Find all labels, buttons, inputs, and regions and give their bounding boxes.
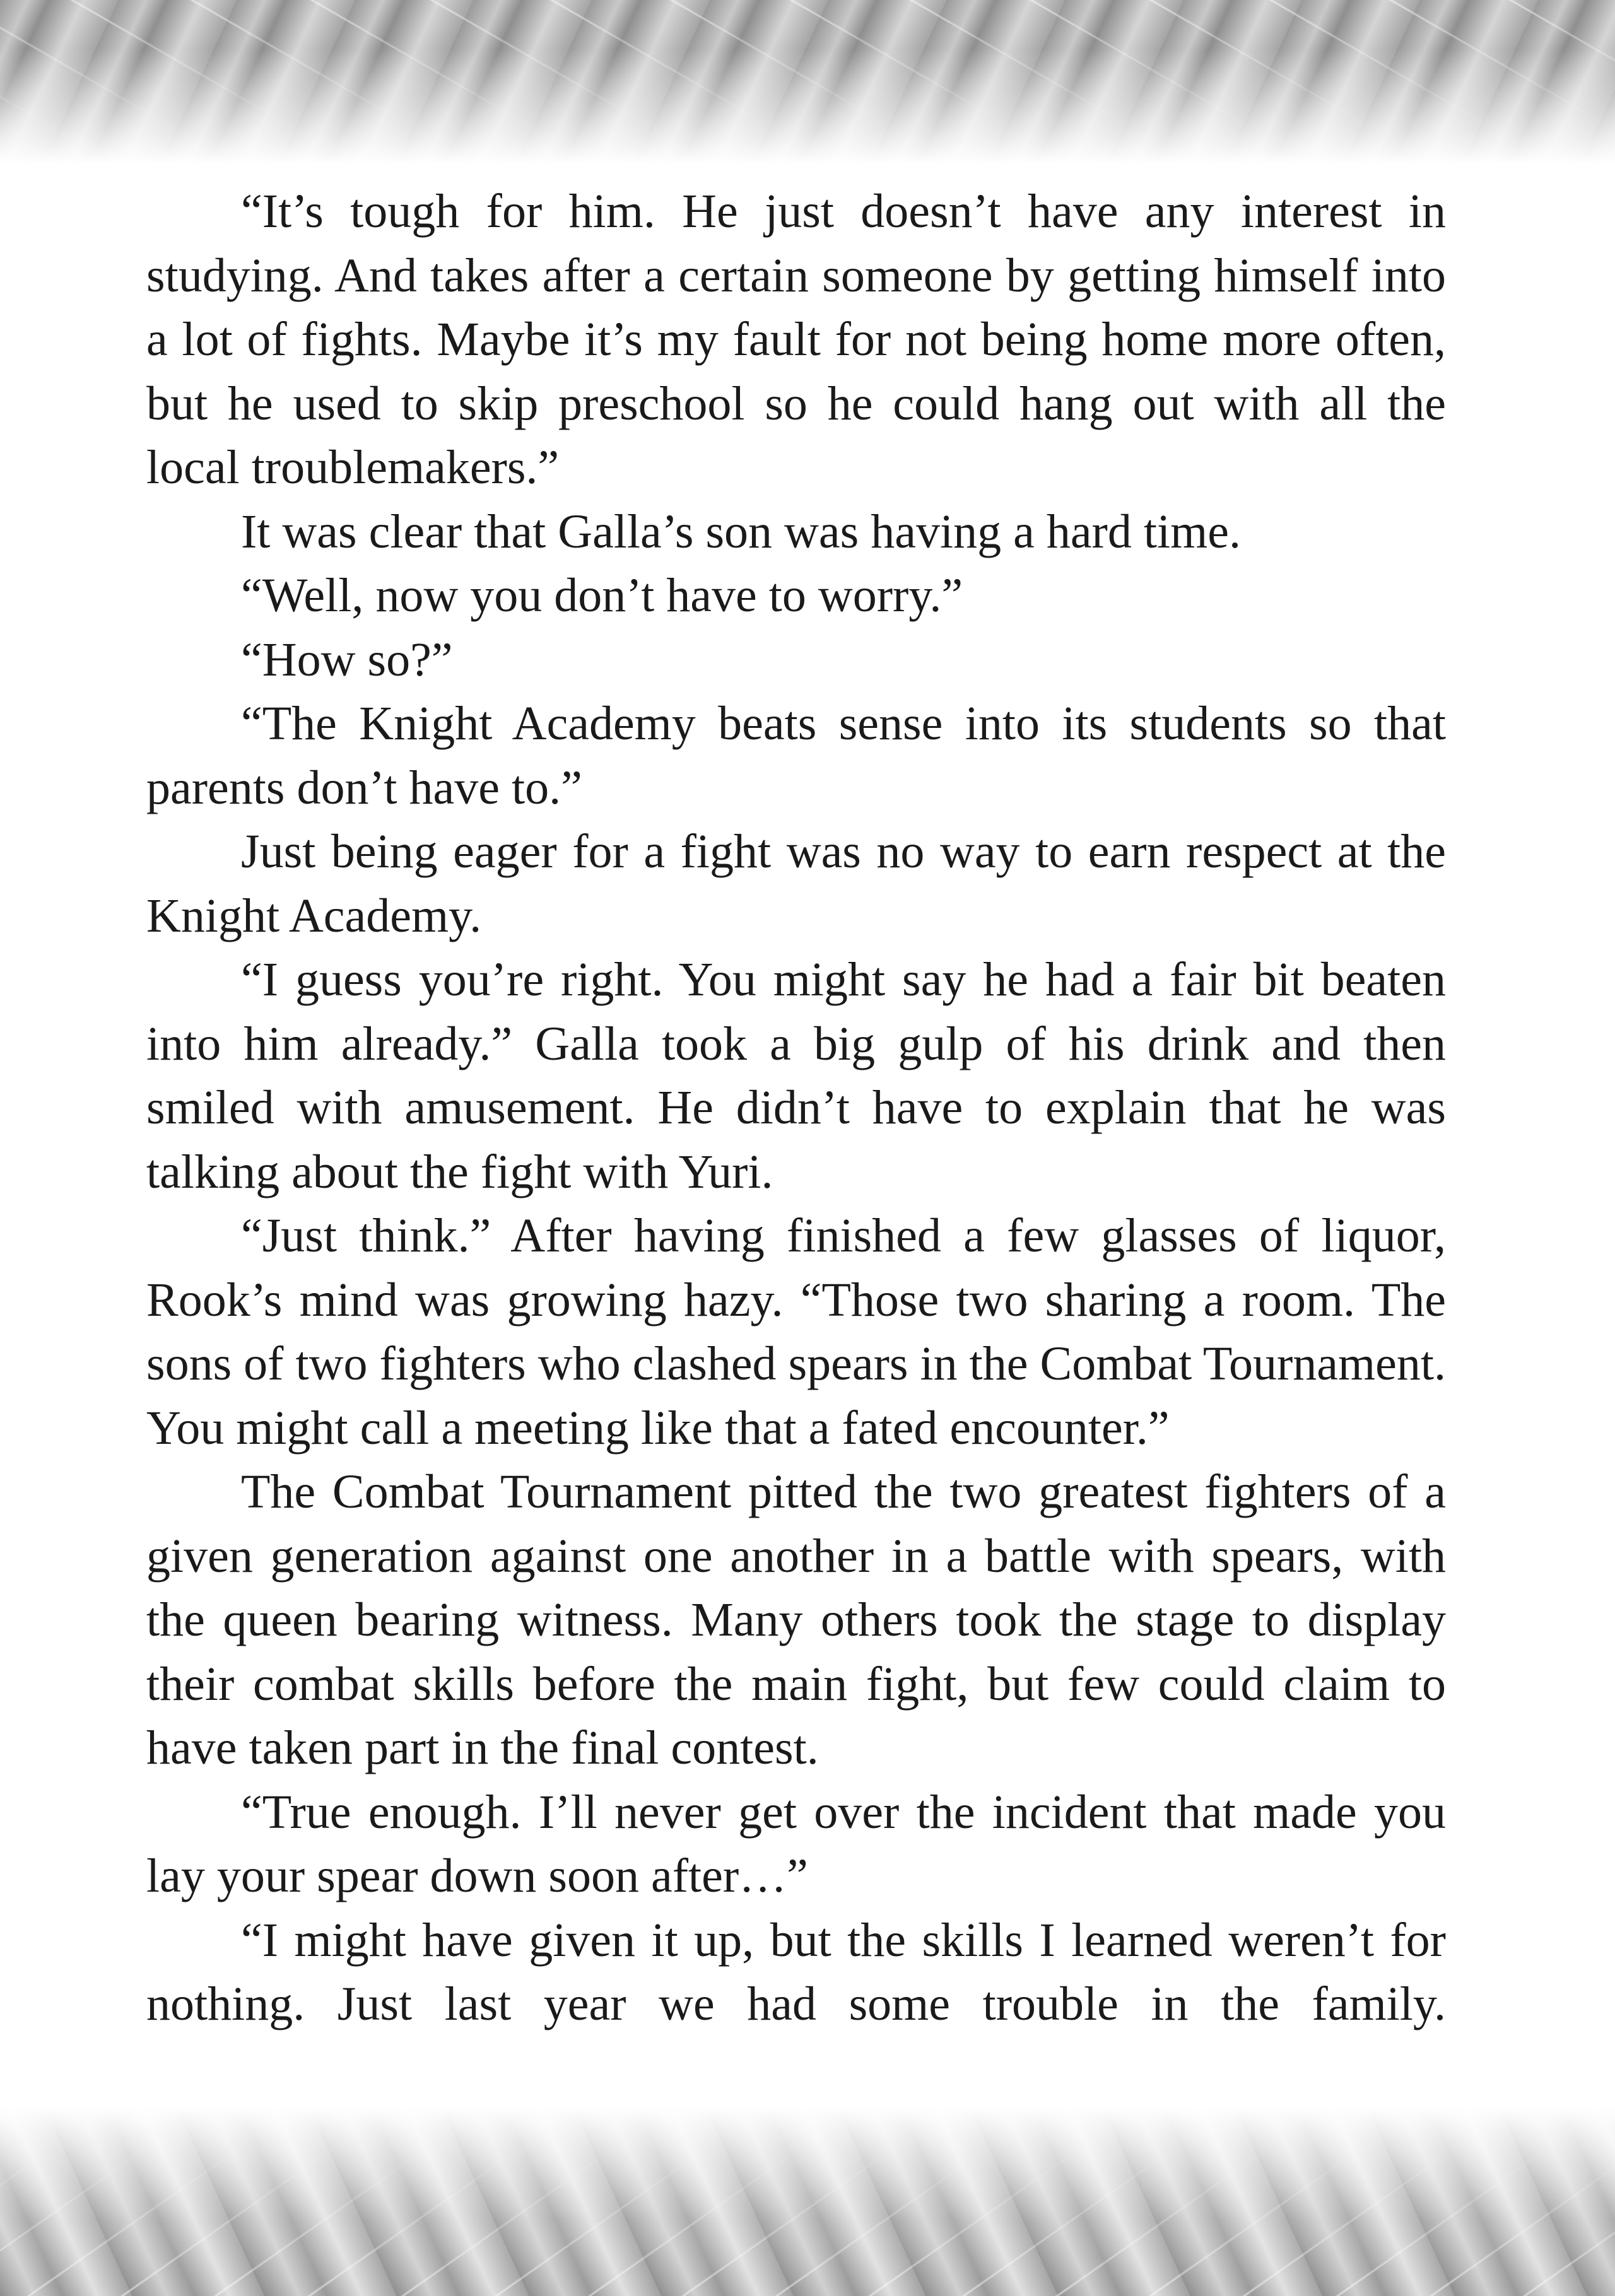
paragraph: “I might have given it up, but the skills I learned weren’t for nothing. Just last year we had some trouble in the family.: [146, 1913, 1446, 2030]
paragraph: “True enough. I’ll never get over the incident that made you lay your spear down soon after…”: [146, 1785, 1446, 1902]
paragraph: “Well, now you don’t have to worry.”: [241, 569, 963, 622]
paragraph: “Just think.” After having finished a few glasses of liquor, Rook’s mind was growing hazy. “Those two sharing a room. The sons of two fighters who clashed spears in the Combat Tournament. You might call a meeting like that a fated encounter.”: [146, 1209, 1446, 1455]
page-body-text: [146, 180, 1446, 2037]
paragraph: “The Knight Academy beats sense into its students so that parents don’t have to.”: [146, 697, 1446, 814]
paragraph: “It’s tough for him. He just doesn’t have any interest in studying. And takes after a certain someone by getting himself into a lot of fights. Maybe it’s my fault for not being home more often, but he used to skip preschool so he could hang out with all the local troublemakers.”: [146, 185, 1446, 494]
marble-border-top: [0, 0, 1615, 164]
marble-border-bottom: [0, 2107, 1615, 2296]
paragraph: “I guess you’re right. You might say he had a fair bit beaten into him already.” Galla took a big gulp of his drink and then smiled with amusement. He didn’t have to explain that he was talking about the fight with Yuri.: [146, 953, 1446, 1198]
paragraph: It was clear that Galla’s son was having a hard time.: [241, 505, 1241, 558]
paragraph: “How so?”: [241, 633, 453, 686]
paragraph: Just being eager for a fight was no way to earn respect at the Knight Academy.: [146, 825, 1446, 942]
paragraph: The Combat Tournament pitted the two greatest fighters of a given generation against one another in a battle with spears, with the queen bearing witness. Many others took the stage to display their combat skills before the main fight, but few could claim to have taken part in the final contest.: [146, 1465, 1446, 1774]
